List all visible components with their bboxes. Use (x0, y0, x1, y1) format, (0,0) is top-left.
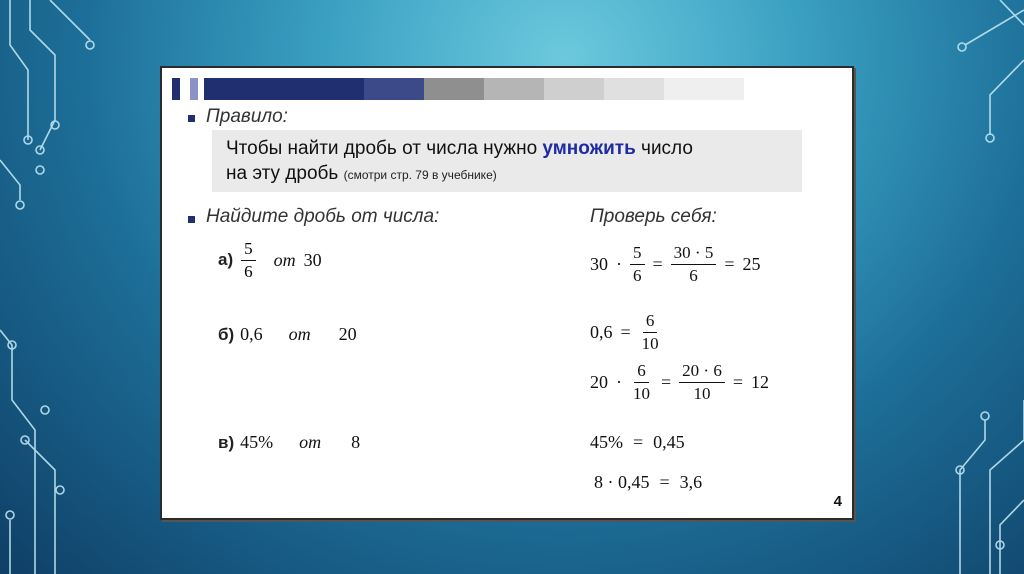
answer-c1-right: 0,45 (653, 432, 685, 452)
problem-a-label: а) (218, 250, 234, 270)
fraction-denominator: 10 (641, 333, 659, 353)
fraction-denominator: 6 (244, 261, 253, 281)
problem-c-label: в) (218, 432, 235, 452)
decorative-header-bar (172, 78, 752, 100)
fraction-numerator: 5 (630, 244, 645, 265)
answer-a-number: 30 (590, 253, 608, 274)
fraction-denominator: 6 (689, 265, 698, 285)
answer-b1-left: 0,6 (590, 321, 613, 342)
problem-c (218, 432, 360, 453)
fraction-numerator: 30 · 5 (671, 244, 717, 265)
rule-line2: на эту дробь (226, 163, 339, 184)
multiply-sign: · (616, 253, 622, 274)
answer-c1-left: 45% (590, 432, 623, 452)
answer-c2 (594, 472, 702, 493)
problem-a-fraction (241, 240, 256, 281)
answer-b1-fraction (639, 312, 662, 353)
problem-a-number: 30 (303, 249, 322, 270)
fraction-numerator: 6 (634, 362, 649, 383)
problem-c-value: 45% (240, 432, 274, 452)
check-heading: Проверь себя: (590, 206, 717, 227)
equals-sign: = (659, 472, 670, 492)
fraction-numerator: 20 · 6 (679, 362, 725, 383)
answer-a-fraction (630, 244, 645, 285)
equals-sign: = (620, 321, 631, 342)
bullet-icon (188, 115, 195, 122)
equals-sign: = (661, 371, 672, 392)
fraction-numerator: 5 (241, 240, 256, 261)
rule-box (212, 130, 802, 192)
problem-c-word: от (299, 432, 322, 452)
answer-c2-result: 3,6 (679, 472, 703, 492)
problem-b-value: 0,6 (240, 324, 263, 344)
equals-sign: = (633, 432, 644, 452)
answer-b2 (590, 362, 769, 403)
answer-b2-result: 12 (750, 371, 769, 392)
fraction-denominator: 10 (633, 383, 650, 403)
page-number: 4 (833, 493, 842, 510)
answer-a-result: 25 (742, 253, 761, 274)
equals-sign: = (732, 371, 743, 392)
problem-a (218, 240, 322, 281)
answer-b2-number: 20 (590, 371, 608, 392)
task-heading: Найдите дробь от числа: (206, 206, 440, 227)
fraction-denominator: 6 (633, 265, 642, 285)
problem-b-number: 20 (338, 324, 357, 344)
rule-heading: Правило: (206, 106, 288, 127)
problem-a-word: от (273, 249, 296, 270)
rule-note: (смотри стр. 79 в учебнике) (343, 168, 497, 182)
problem-b-label: б) (218, 324, 235, 344)
slide (160, 66, 854, 520)
rule-text-pre: Чтобы найти дробь от числа нужно (226, 138, 543, 159)
answer-a-fraction2 (671, 244, 717, 285)
multiply-sign: · (616, 371, 622, 392)
answer-c2-left: 8 · 0,45 (594, 472, 650, 492)
equals-sign: = (652, 253, 663, 274)
answer-b2-fraction (630, 362, 653, 403)
problem-b-word: от (288, 324, 311, 344)
rule-text-post: число (635, 138, 693, 159)
fraction-numerator: 6 (643, 312, 658, 333)
problem-c-number: 8 (351, 432, 361, 452)
problem-b (218, 324, 357, 345)
answer-b1 (590, 312, 662, 353)
fraction-denominator: 10 (693, 383, 711, 403)
bullet-icon (188, 216, 195, 223)
equals-sign: = (724, 253, 735, 274)
answer-a (590, 244, 760, 285)
rule-highlight: умножить (542, 138, 636, 159)
answer-b2-fraction2 (679, 362, 725, 403)
answer-c1 (590, 432, 685, 453)
